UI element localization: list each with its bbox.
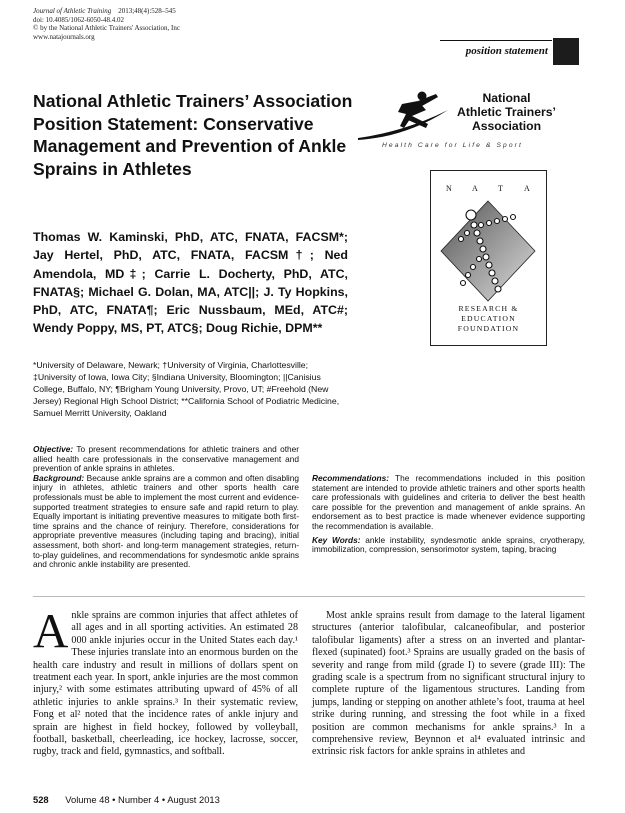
citation: 2013;48(4):528–545 bbox=[118, 7, 176, 15]
affiliations: *University of Delaware, Newark; †University of Virginia, Charlottesville; ‡University of Iowa, Iowa City; §Indiana University, Bloomington; ||Canisius College, Buffalo, NY; ¶Brigham Young University, Provo, UT; #Freehold (New Jersey) Regional High School District; **California School of Podiatric Medicine, Samuel Merritt University, Oakland bbox=[33, 360, 340, 418]
nata-name-line3: Association bbox=[471, 118, 542, 133]
body-column-1 bbox=[33, 603, 298, 759]
copyright-text: © by the National Athletic Trainers' Association, Inc bbox=[33, 24, 180, 33]
abstract-recommendations: Recommendations: The recommendations included in this position statement are intended to provide athletic trainers and other sports health care professionals with guidelines and criteria to deliver the best health care possible for the prevention and management of ankle sprains. An endorsement as to best practice is made whenever evidence supporting the recommendation is available. bbox=[312, 473, 585, 531]
journal-header bbox=[33, 7, 293, 41]
body-paragraph-2: Most ankle sprains result from damage to the lateral ligament structures (anterior talofibular, calcaneofibular, and posterior talofibular ligaments) after a stress on an inverted and plantar-flexed (supinated) foot.³ Sprains are usually graded on the basis of severity and range from mild (grade I) to severe (grade III): The grading scale is a spectrum from no significant structural injury to complete rupture of the ligamentous structures. Landing from jumps, landing or stepping on another athlete’s foot, trauma at heel strike during running, and stressing the foot while in a fixed position are common mechanisms for ankle sprains.³ In a comprehensive review, Beynnon et al⁴ evaluated intrinsic and extrinsic risk factors for ankle sprains in athletes and bbox=[312, 610, 585, 758]
website-link[interactable]: www.natajournals.org bbox=[33, 32, 95, 41]
nata-logo bbox=[356, 88, 581, 156]
page-number: 528 bbox=[33, 794, 49, 805]
abstract-objective: Objective: To present recommendations for athletic trainers and other allied health care professionals in the conservative management and prevention of ankle sprains in athletes. bbox=[33, 444, 299, 474]
nata-name-line1: National bbox=[482, 91, 531, 105]
body-column-2 bbox=[312, 610, 585, 759]
body-paragraph-1: nkle sprains are common injuries that affect athletes of all ages and in all sporting activities. An estimated 28 000 ankle injuries occur in the United States each day.¹ These injuries translate into an enormous burden on the health care industry and result in millions of dollars spent on treatment each year. In sport, ankle injuries are the most common injury,² with some estimates attributing upward of 45% of all athletic injuries to ankle sprains.³ In their systematic review, Fong et al² noted that the incidence rates of ankle injury and sprain are highest in field hockey, followed by volleyball, football, basketball, cheerleading, ice hockey, lacrosse, soccer, rugby, track and field, gymnastics, and softball. bbox=[33, 610, 298, 758]
athlete-figure-icon bbox=[431, 193, 546, 313]
foundation-logo: N A T A RESEARCH & EDUCATION FOUNDATION bbox=[430, 170, 547, 346]
journal-name: Journal of Athletic Training bbox=[33, 7, 112, 15]
author-list: Thomas W. Kaminski, PhD, ATC, FNATA, FACSM*; Jay Hertel, PhD, ATC, FNATA, FACSM†; Ned Amendola, MD‡; Carrie L. Docherty, PhD, ATC, FNATA§; Michael G. Dolan, MA, ATC||; J. Ty Hopkins, PhD, ATC, FNATA¶; Eric Nussbaum, MEd, ATC#; Wendy Poppy, MS, PT, ATC§; Doug Richie, DPM** bbox=[33, 230, 348, 336]
article-title: National Athletic Trainers’ Association Position Statement: Conservative Management and Prevention of Ankle Sprains in Athletes bbox=[33, 91, 353, 179]
foundation-text: RESEARCH & EDUCATION FOUNDATION bbox=[457, 304, 520, 333]
issue-info: Volume 48 • Number 4 • August 2013 bbox=[65, 794, 220, 805]
divider bbox=[33, 596, 585, 597]
page-footer bbox=[33, 794, 433, 805]
doi-text: doi: 10.4085/1062-6050-48.4.02 bbox=[33, 15, 124, 24]
nata-tagline: Health Care for Life & Sport bbox=[382, 142, 523, 149]
abstract-background: Background: Because ankle sprains are a common and often disabling injury in athletes, athletic trainers and other sports health care professionals must be able to implement the most current and evidence-supported treatment strategies to ensure safe and rapid return to play. Equally important is initiating preventive measures to mitigate both first-time sprains and the chance of reinjury. Therefore, considerations for appropriate preventive measures (including taping and bracing), initial assessment, both short- and long-term management strategies, return-to-play guidelines, and recommendations for syndesmotic ankle sprains and chronic ankle instability are presented. bbox=[33, 472, 299, 570]
abstract-col-1 bbox=[33, 445, 299, 570]
section-marker bbox=[553, 38, 579, 65]
section-label: position statement bbox=[440, 40, 552, 60]
nata-name-line2: Athletic Trainers’ bbox=[457, 104, 556, 119]
abstract-keywords: Key Words: ankle instability, syndesmotic ankle sprains, cryotherapy, immobilization, compression, sensorimotor system, taping, bracing bbox=[312, 534, 585, 555]
abstract-col-2 bbox=[312, 445, 585, 555]
drop-cap: A bbox=[33, 603, 69, 658]
abstract bbox=[33, 445, 585, 589]
